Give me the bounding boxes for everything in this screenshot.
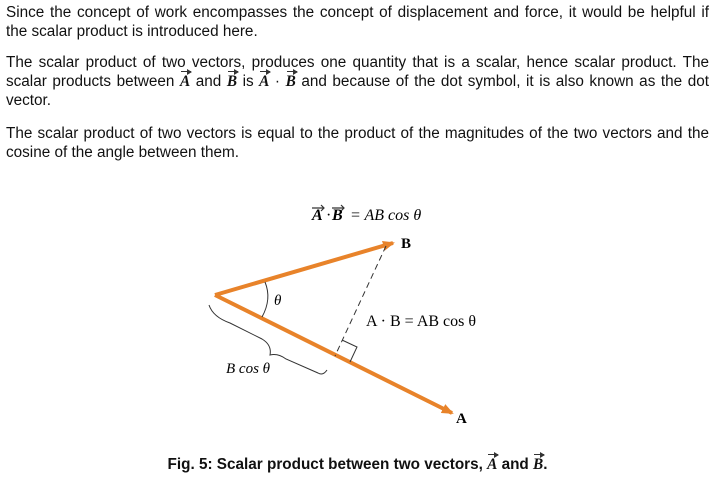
figure-caption	[0, 455, 715, 475]
paragraph-definition: The scalar product of two vectors is equal to the product of the magnitudes of the two vectors and the cosine of the angle between them.	[6, 125, 709, 161]
label-projection: A · B = AB cos θ	[366, 313, 477, 330]
vector-b-symbol: B	[226, 73, 238, 90]
label-b: B	[401, 236, 412, 252]
angle-arc	[262, 282, 268, 317]
vector-a-symbol: A	[179, 73, 191, 90]
vector-a-symbol: A	[259, 73, 270, 90]
vector-figure	[0, 195, 715, 445]
equation-vec-b: B	[332, 207, 343, 224]
equation-rhs: = AB cos θ	[350, 207, 422, 224]
paragraph-scalar-product	[6, 53, 709, 110]
projection-dashed-line	[335, 246, 386, 356]
p2-and: and	[190, 73, 227, 90]
label-b-cos-theta: B cos θ	[226, 361, 271, 377]
caption-vector-a: A	[487, 456, 498, 473]
label-a: A	[456, 411, 467, 427]
p2-dot: ·	[269, 73, 286, 90]
p2-text-b: and because of the dot symbol, it is also known as the dot vector.	[6, 73, 709, 109]
p2-is: is	[237, 73, 260, 90]
caption-and: and	[497, 456, 534, 473]
equation-dot: ·	[326, 207, 332, 224]
label-theta: θ	[274, 293, 282, 309]
caption-vector-b: B	[533, 456, 544, 473]
vector-diagram	[0, 195, 715, 445]
caption-suffix: .	[543, 456, 548, 473]
p2-text-a: The scalar product of two vectors, produces one quantity that is a scalar, hence scalar product. The scalar products between	[6, 54, 709, 90]
paragraph-intro: Since the concept of work encompasses the concept of displacement and force, it would be helpful if the scalar product is introduced here.	[6, 4, 709, 40]
equation-vec-a: A	[312, 207, 323, 224]
vector-b-symbol: B	[285, 73, 296, 90]
vector-b-arrow	[215, 243, 393, 295]
caption-prefix: Fig. 5: Scalar product between two vectors,	[167, 456, 488, 473]
